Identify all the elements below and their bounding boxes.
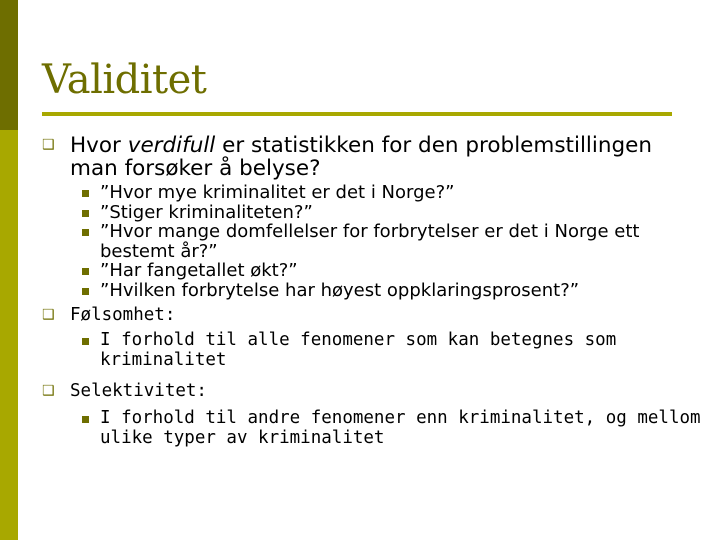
left-accent-bar-top <box>0 0 18 130</box>
square-bullet-icon: ❑ <box>42 307 55 323</box>
square-bullet-icon <box>82 210 89 217</box>
square-bullet-icon: ❑ <box>42 383 55 399</box>
square-bullet-icon <box>82 338 89 345</box>
square-bullet-icon <box>82 190 89 197</box>
square-bullet-icon <box>82 416 89 423</box>
sub-list <box>42 331 702 370</box>
sub-bullet: ”Stiger kriminaliteten?” <box>42 203 702 223</box>
sub-list <box>42 183 702 300</box>
bullet-verdifull <box>42 134 702 180</box>
sub-bullet: ”Hvor mange domfellelser for forbrytelser er det i Norge ett bestemt år?” <box>42 222 702 261</box>
square-bullet-icon <box>82 288 89 295</box>
square-bullet-icon <box>82 229 89 236</box>
sub-bullet: ”Hvor mye kriminalitet er det i Norge?” <box>42 183 702 203</box>
sub-bullet: I forhold til andre fenomener enn kriminalitet, og mellom ulike typer av kriminalitet <box>42 409 702 448</box>
sub-bullet: ”Hvilken forbrytelse har høyest oppklaringsprosent?” <box>42 281 702 301</box>
left-accent-bar-bottom <box>0 130 18 540</box>
slide-content <box>42 128 702 448</box>
square-bullet-icon <box>82 268 89 275</box>
sub-list <box>42 409 702 448</box>
bullet-text: Hvor verdifull er statistikken for den problemstillingen man forsøker å belyse? <box>70 133 652 181</box>
bullet-folsomhet: ❑ Følsomhet: <box>42 305 176 325</box>
bullet-selektivitet: ❑ Selektivitet: <box>42 381 207 401</box>
title-underline <box>42 112 672 116</box>
slide-title: Validitet <box>42 57 207 103</box>
sub-bullet: I forhold til alle fenomener som kan betegnes som kriminalitet <box>42 331 702 370</box>
square-bullet-icon: ❑ <box>42 137 55 153</box>
sub-bullet: ”Har fangetallet økt?” <box>42 261 702 281</box>
